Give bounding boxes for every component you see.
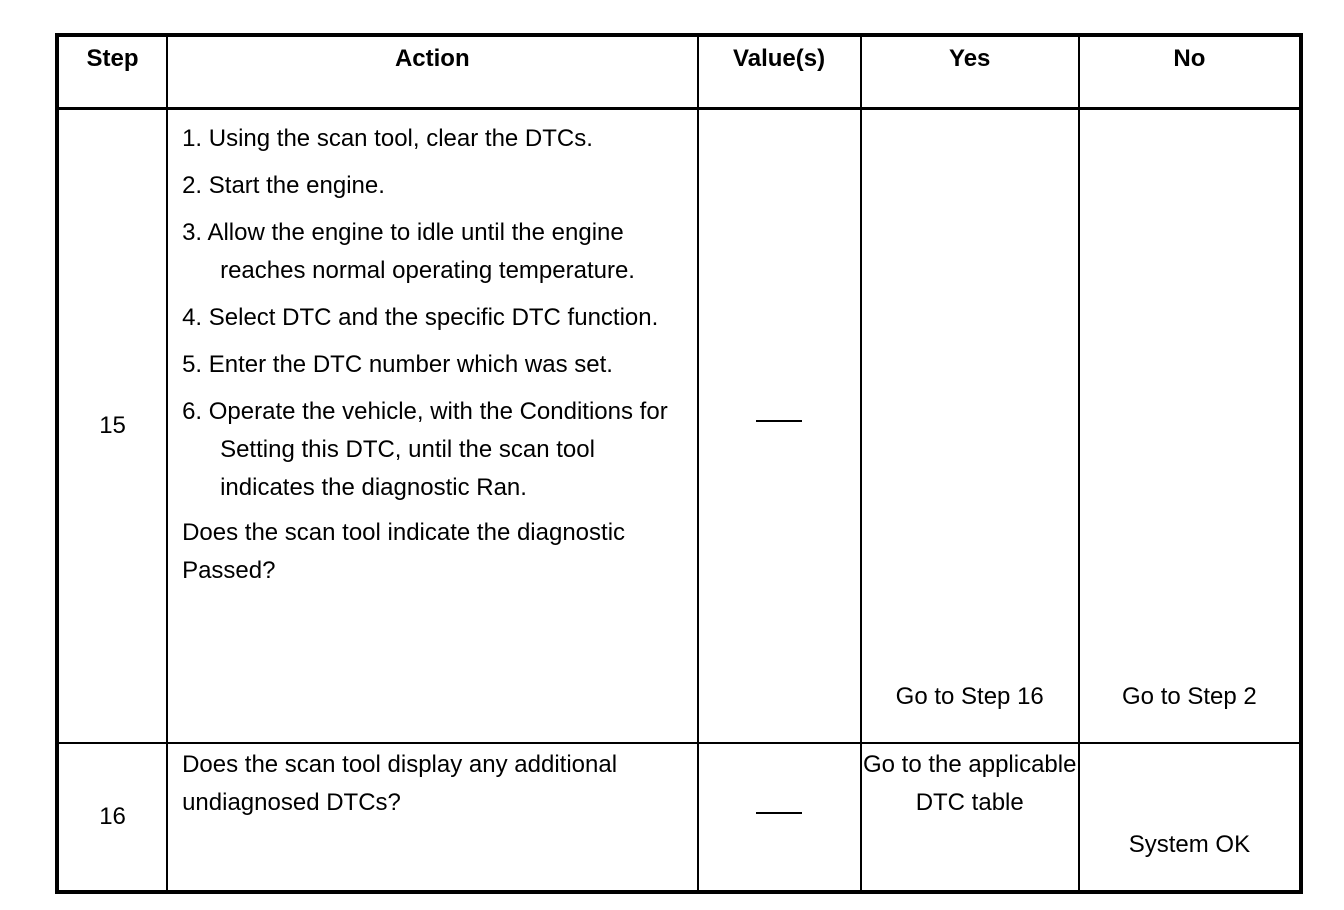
step-number: 15 [57,109,167,744]
no-cell [1079,743,1301,892]
action-cell [167,109,697,744]
header-yes: Yes [861,35,1079,109]
header-row [57,35,1301,109]
yes-result: Go to the applicable DTC table [862,751,1077,816]
no-result: System OK [1128,831,1251,858]
action-question: Does the scan tool indicate the diagnostic Passed? [182,519,626,584]
value-cell [698,743,861,892]
action-item: 3. Allow the engine to idle until the engine reaches normal operating temperature. [182,219,635,284]
header-values: Value(s) [698,35,861,109]
action-item: 1. Using the scan tool, clear the DTCs. [182,125,593,152]
yes-result: Go to Step 16 [895,683,1044,710]
header-step: Step [57,35,167,109]
action-item: 6. Operate the vehicle, with the Conditions for Setting this DTC, until the scan tool indicates the diagnostic Ran. [182,398,668,501]
action-question: Does the scan tool display any additional undiagnosed DTCs? [167,743,697,892]
action-item: 5. Enter the DTC number which was set. [182,351,613,378]
yes-cell [861,109,1079,744]
header-action: Action [167,35,697,109]
value-dash [756,420,802,422]
table-row-step-15 [57,109,1301,744]
step-number: 16 [57,743,167,892]
header-no: No [1079,35,1301,109]
value-dash [756,812,802,814]
value-cell [698,109,861,744]
no-cell [1079,109,1301,744]
action-list [182,120,682,507]
diagnostic-table [55,33,1303,894]
yes-cell [861,743,1079,892]
action-item: 2. Start the engine. [182,172,385,199]
action-item: 4. Select DTC and the specific DTC function. [182,304,659,331]
no-result: Go to Step 2 [1122,683,1257,710]
table-row-step-16 [57,743,1301,892]
